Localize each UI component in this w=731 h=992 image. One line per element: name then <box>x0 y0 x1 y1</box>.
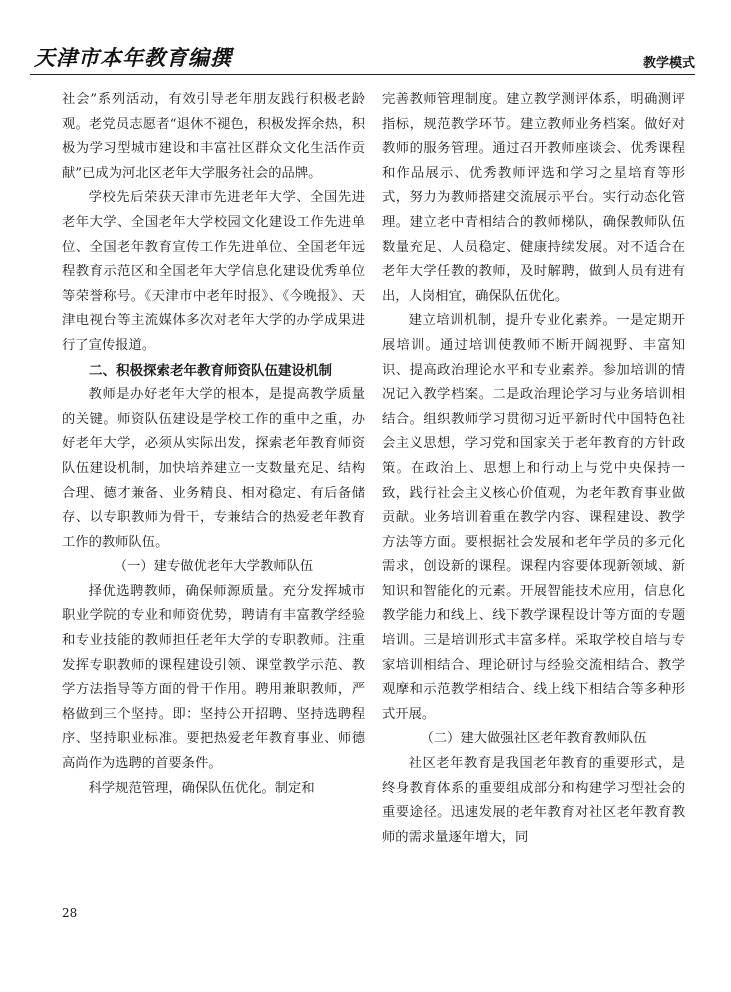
subsection-heading: （一）建专做优老年大学教师队伍 <box>113 559 314 575</box>
paragraph: 完善教师管理制度。建立教学测评体系，明确测评指标，规范教学环节。建立教师业务档案。做好对教师的服务管理。通过召开教师座谈会、优秀课程和作品展示、优秀教师评选和学习之星培育等形式，努力为教师搭建交流展示平台。实行动态化管理。建立老中青相结合的教师梯队，确保教师队伍数量充足、人员稳定、健康持续发展。对不适合在老年大学任教的教师，及时解聘，做到人员有进有出，人岗相宜，确保队伍优化。 <box>382 92 685 304</box>
subsection-heading: （二）建大做强社区老年教育教师队伍 <box>420 731 647 747</box>
paragraph: 择优选聘教师，确保师源质量。充分发挥城市职业学院的专业和师资优势，聘请有丰富教学经验和专业技能的教师担任老年大学的专职教师。注重发挥专职教师的课程建设引领、课堂教学示范、教学方法指导等方面的骨干作用。聘用兼职教师，严格做到三个坚持。即：坚持公开招聘、坚持选聘程序、坚持职业标准。要把热爱老年教育事业、师德高尚作为选聘的首要条件。 <box>62 583 365 772</box>
paragraph: 科学规范管理，确保队伍优化。制定和 <box>88 780 315 796</box>
section-label: 教学模式 <box>642 56 695 71</box>
paragraph: 教师是办好老年大学的根本，是提高教学质量的关键。师资队伍建设是学校工作的重中之重，办好老年大学，必须从实际出发，探索老年教育师资队伍建设机制，加快培养建立一支数量充足、结构合理、德才兼备、业务精良、相对稳定、有后备储存、以专职教师为骨干，专兼结合的热爱老年教育工作的教师队伍。 <box>62 387 365 550</box>
section-heading: 二、积极探索老年教育师资队伍建设机制 <box>89 362 332 379</box>
paragraph: 学校先后荣获天津市先进老年大学、全国先进老年大学、全国老年大学校园文化建设工作先进单位、全国老年教育宣传工作先进单位、全国老年远程教育示范区和全国老年大学信息化建设优秀单位等荣誉称号。《天津市中老年时报》、《今晚报》、天津电视台等主流媒体多次对老年大学的办学成果进行了宣传报道。 <box>62 190 365 353</box>
paragraph: 社会”系列活动，有效引导老年朋友践行积极老龄观。老党员志愿者“退休不褪色，积极发挥余热，积极为学习型城市建设和丰富社区群众文化生活作贡献”已成为河北区老年大学服务社会的品牌。 <box>62 92 365 181</box>
paragraph: 建立培训机制，提升专业化素养。一是定期开展培训。通过培训使教师不断开阔视野、丰富知识、提高政治理论水平和专业素养。参加培训的情况记入教学档案。二是政治理论学习与业务培训相结合。组织教师学习贯彻习近平新时代中国特色社会主义思想，学习党和国家关于老年教育的方针政策。在政治上、思想上和行动上与党中央保持一致，践行社会主义核心价值观，为老年教育事业做贡献。业务培训着重在教学内容、课程建设、教学方法等方面。要根据社会发展和老年学员的多元化需求，创设新的课程。课程内容要体现新领域、新知识和智能化的元素。开展智能技术应用，信息化教学能力和线上、线下教学课程设计等方面的专题培训。三是培训形式丰富多样。采取学校自培与专家培训相结合、理论研讨与经验交流相结合、教学观摩和示范教学相结合、线上线下相结合等多种形式开展。 <box>382 313 685 722</box>
header-rule <box>30 74 695 75</box>
page-header <box>0 0 731 80</box>
journal-masthead: 天津市本年教育编撰 <box>34 45 232 70</box>
page-number: 28 <box>62 906 78 920</box>
paragraph: 社区老年教育是我国老年教育的重要形式，是终身教育体系的重要组成部分和构建学习型社会的重要途径。迅速发展的老年教育对社区老年教育教师的需求量逐年增大，同 <box>382 756 685 845</box>
right-column <box>382 88 685 888</box>
left-column <box>62 88 365 888</box>
